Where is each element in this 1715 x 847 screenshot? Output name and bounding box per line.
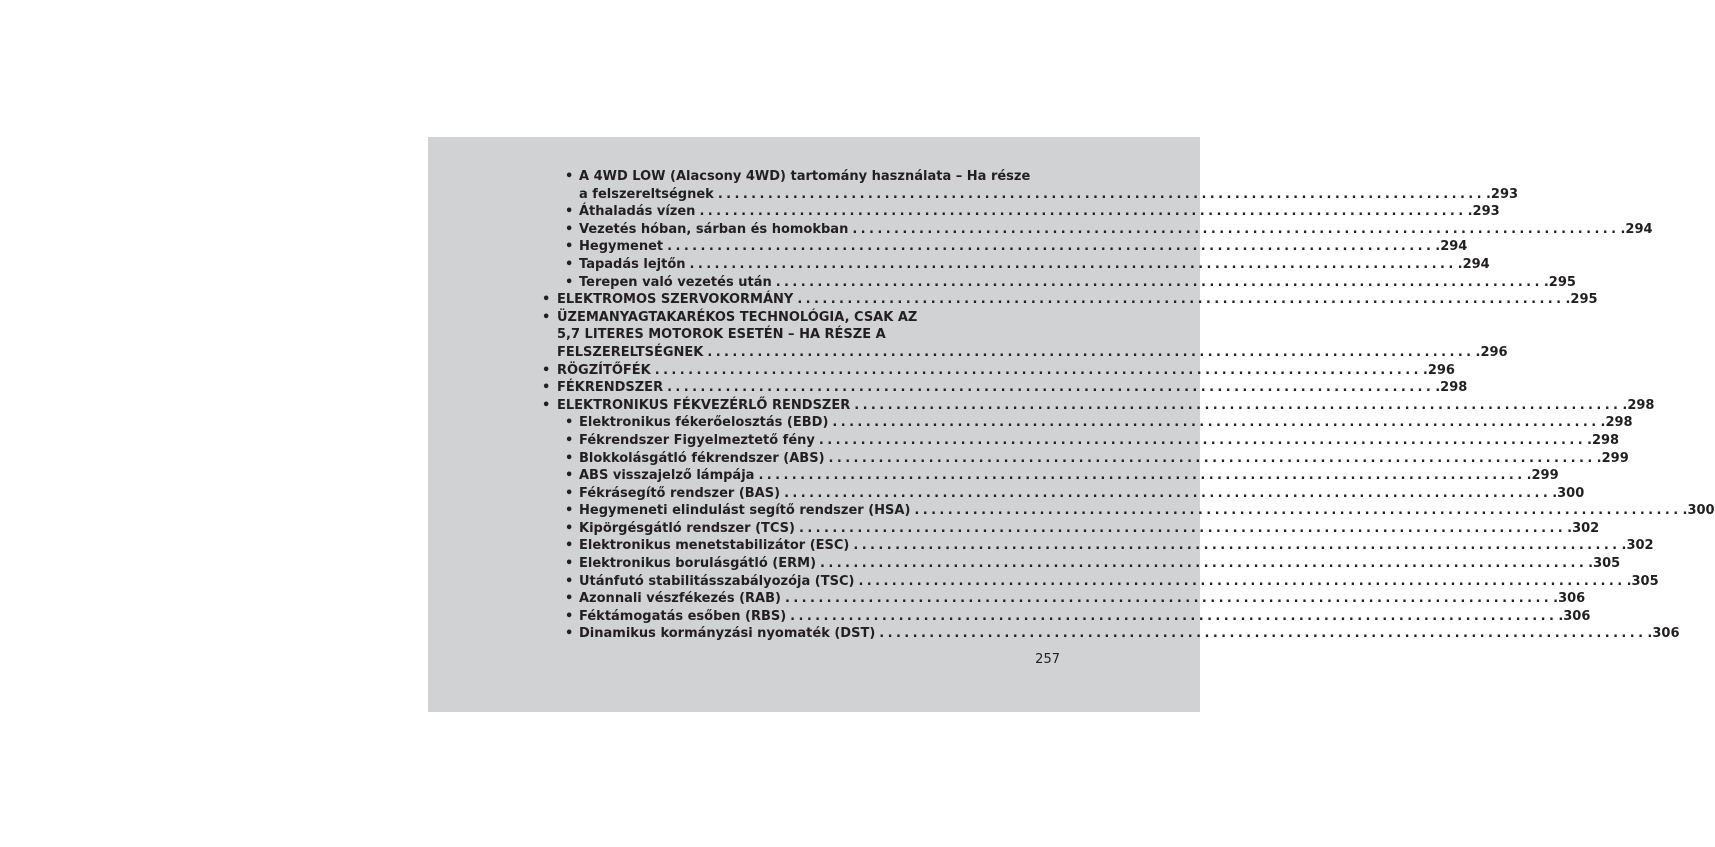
dot-leader: ............................................................................................ (832, 415, 1600, 431)
toc-entry-label: A 4WD LOW (Alacsony 4WD) tartomány használata – Ha része (579, 169, 1031, 184)
toc-entry-label: Elektronikus menetstabilizátor (ESC) (579, 538, 850, 554)
toc-entry (530, 309, 1032, 327)
toc-entry-page: .298 (1622, 397, 1655, 413)
dot-leader: ............................................................................................ (790, 608, 1558, 624)
toc-entry-page: .299 (1596, 450, 1629, 466)
dot-leader: ............................................................................................ (799, 520, 1567, 536)
toc-entry (530, 625, 1680, 643)
dot-leader: ............................................................................................ (667, 380, 1435, 396)
table-of-contents (530, 168, 1715, 643)
toc-entry-page: .300 (1552, 485, 1585, 501)
toc-entry-label: Dinamikus kormányzási nyomaték (DST) (579, 626, 876, 642)
dot-leader: ............................................................................................ (797, 292, 1565, 308)
dot-leader: ............................................................................................ (852, 221, 1620, 237)
bullet-icon: • (542, 362, 551, 378)
dot-leader: ............................................................................................ (784, 485, 1552, 501)
toc-entry-label: FÉKRENDSZER (557, 380, 664, 396)
toc-entry (530, 379, 1468, 397)
toc-entry (530, 362, 1455, 380)
toc-entry (530, 344, 1508, 362)
toc-entry-page: .295 (1543, 274, 1576, 290)
toc-entry-label: RÖGZÍTŐFÉK (557, 362, 651, 378)
bullet-icon: • (542, 380, 551, 396)
toc-entry (530, 274, 1576, 292)
dot-leader: ............................................................................................ (818, 432, 1587, 448)
toc-entry (530, 573, 1659, 591)
page-number: 257 (1035, 652, 1060, 667)
bullet-icon: • (565, 608, 574, 624)
toc-entry-page: .298 (1435, 380, 1468, 396)
toc-entry-page: .294 (1457, 256, 1490, 272)
dot-leader: ............................................................................................ (775, 274, 1543, 290)
dot-leader: ............................................................................................ (707, 344, 1475, 360)
toc-entry (530, 221, 1653, 239)
toc-entry-label: Hegymenet (579, 239, 664, 255)
toc-entry (530, 485, 1585, 503)
bullet-icon: • (565, 503, 574, 519)
dot-leader: ............................................................................................ (853, 538, 1621, 554)
bullet-icon: • (542, 309, 551, 325)
bullet-icon: • (565, 415, 574, 431)
bullet-icon: • (565, 204, 574, 220)
dot-leader: ............................................................................................ (854, 397, 1622, 413)
dot-leader: ............................................................................................ (699, 204, 1467, 220)
toc-entry-page: .302 (1621, 538, 1654, 554)
toc-entry-label: Vezetés hóban, sárban és homokban (579, 221, 849, 237)
toc-entry (530, 168, 1032, 186)
toc-entry-page: .293 (1467, 204, 1500, 220)
toc-entry (530, 256, 1490, 274)
toc-entry (530, 186, 1519, 204)
dot-leader: ............................................................................................ (820, 556, 1588, 572)
toc-entry (530, 608, 1591, 626)
toc-entry-label: Azonnali vészfékezés (RAB) (579, 591, 781, 607)
toc-entry-label: ELEKTROMOS SZERVOKORMÁNY (557, 292, 794, 308)
toc-entry (530, 502, 1715, 520)
dot-leader: ............................................................................................ (914, 503, 1682, 519)
bullet-icon: • (565, 520, 574, 536)
dot-leader: ............................................................................................ (667, 239, 1435, 255)
dot-leader: ............................................................................................ (758, 468, 1526, 484)
dot-leader: ............................................................................................ (858, 573, 1626, 589)
bullet-icon: • (565, 538, 574, 554)
toc-entry (530, 432, 1620, 450)
toc-entry-page: .306 (1558, 608, 1591, 624)
toc-entry-label: Tapadás lejtőn (579, 256, 686, 272)
toc-entry-page: .306 (1647, 626, 1680, 642)
bullet-icon: • (565, 556, 574, 572)
toc-entry-label: Fékrendszer Figyelmeztető fény (579, 432, 815, 448)
dot-leader: ............................................................................................ (784, 591, 1553, 607)
toc-entry-page: .302 (1567, 520, 1600, 536)
toc-entry-label: Elektronikus borulásgátló (ERM) (579, 556, 817, 572)
toc-entry (530, 326, 1032, 344)
toc-entry-page: .293 (1485, 186, 1519, 202)
dot-leader: ............................................................................................ (654, 362, 1422, 378)
toc-entry-label: Áthaladás vízen (579, 204, 696, 220)
bullet-icon: • (565, 626, 574, 642)
toc-entry-label: ÜZEMANYAGTAKARÉKOS TECHNOLÓGIA, CSAK AZ (557, 309, 918, 325)
toc-entry (530, 397, 1655, 415)
bullet-icon: • (565, 485, 574, 501)
bullet-icon: • (565, 274, 574, 290)
toc-entry-label: Utánfutó stabilitásszabályozója (TSC) (579, 573, 855, 589)
toc-entry-label: Fékrásegítő rendszer (BAS) (579, 485, 781, 501)
toc-entry (530, 520, 1600, 538)
toc-entry-label: ELEKTRONIKUS FÉKVEZÉRLŐ RENDSZER (557, 397, 851, 413)
toc-entry-page: .306 (1553, 591, 1586, 607)
toc-entry-page: .295 (1565, 292, 1598, 308)
toc-entry-label: a felszereltségnek (579, 186, 714, 202)
toc-entry (530, 291, 1598, 309)
bullet-icon: • (565, 450, 574, 466)
dot-leader: ............................................................................................ (879, 626, 1647, 642)
toc-entry-page: .300 (1682, 503, 1715, 519)
toc-entry-page: .294 (1620, 221, 1653, 237)
toc-entry-label: Blokkolásgátló fékrendszer (ABS) (579, 450, 825, 466)
toc-entry-page: .296 (1475, 344, 1508, 360)
toc-entry (530, 537, 1654, 555)
toc-entry-page: .305 (1626, 573, 1659, 589)
toc-entry-label: Elektronikus fékerőelosztás (EBD) (579, 415, 829, 431)
bullet-icon: • (565, 432, 574, 448)
toc-entry (530, 238, 1468, 256)
toc-entry-page: .294 (1435, 239, 1468, 255)
bullet-icon: • (565, 468, 574, 484)
toc-entry-label: Terepen való vezetés után (579, 274, 772, 290)
bullet-icon: • (565, 239, 574, 255)
toc-entry-label: 5,7 LITERES MOTOROK ESETÉN – HA RÉSZE A (557, 327, 886, 343)
toc-entry-label: Féktámogatás esőben (RBS) (579, 608, 787, 624)
bullet-icon: • (565, 169, 574, 184)
toc-entry (530, 414, 1633, 432)
bullet-icon: • (565, 256, 574, 272)
toc-entry (530, 203, 1500, 221)
bullet-icon: • (565, 221, 574, 237)
bullet-icon: • (542, 292, 551, 308)
toc-entry-label: ABS visszajelző lámpája (579, 468, 755, 484)
toc-entry-label: Hegymeneti elindulást segítő rendszer (HSA) (579, 503, 911, 519)
toc-entry (530, 590, 1586, 608)
toc-entry-label: Kipörgésgátló rendszer (TCS) (579, 520, 795, 536)
dot-leader: ............................................................................................ (717, 186, 1485, 202)
toc-entry (530, 555, 1621, 573)
bullet-icon: • (542, 397, 551, 413)
bullet-icon: • (565, 573, 574, 589)
toc-entry-page: .296 (1422, 362, 1455, 378)
dot-leader: ............................................................................................ (828, 450, 1596, 466)
toc-entry-page: .299 (1526, 468, 1559, 484)
toc-entry (530, 450, 1629, 468)
toc-entry-page: .305 (1588, 556, 1621, 572)
toc-entry-page: .298 (1587, 432, 1620, 448)
toc-entry (530, 467, 1559, 485)
toc-entry-label: FELSZERELTSÉGNEK (557, 344, 704, 360)
toc-entry-page: .298 (1600, 415, 1633, 431)
dot-leader: ............................................................................................ (689, 256, 1457, 272)
bullet-icon: • (565, 591, 574, 607)
